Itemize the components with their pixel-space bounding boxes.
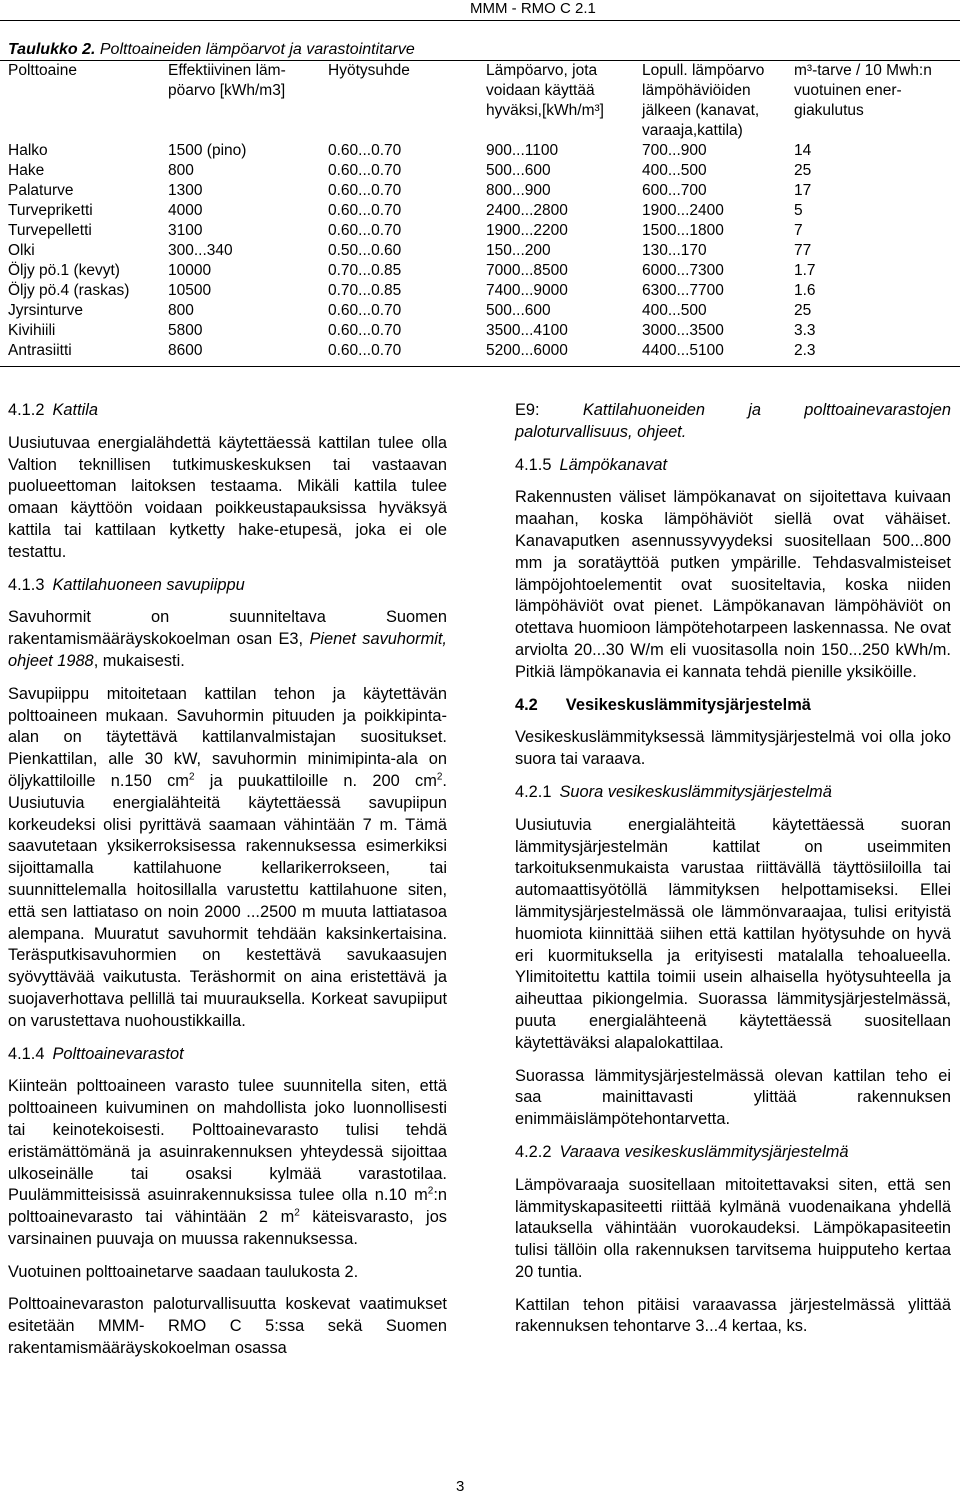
table-row xyxy=(0,181,960,201)
cell-efficiency: 0.60...0.70 xyxy=(328,182,402,199)
cell-effective-heat: 8600 xyxy=(168,342,203,359)
col-header-final-heat: Lopull. lämpöarvo lämpöhäviöiden jälkeen (kanavat, varaaja,kattila) xyxy=(642,62,765,139)
cell-usable-heat: 3500...4100 xyxy=(486,322,568,339)
cell-usable-heat: 7400...9000 xyxy=(486,282,568,299)
table-row xyxy=(0,341,960,361)
cell-final-heat: 4400...5100 xyxy=(642,342,724,359)
cell-effective-heat: 10000 xyxy=(168,262,212,279)
cell-volume-need: 14 xyxy=(794,142,812,159)
cell-final-heat: 6000...7300 xyxy=(642,262,724,279)
cell-effective-heat: 800 xyxy=(168,302,194,319)
cell-efficiency: 0.60...0.70 xyxy=(328,302,402,319)
cell-efficiency: 0.60...0.70 xyxy=(328,202,402,219)
cell-usable-heat: 2400...2800 xyxy=(486,202,568,219)
document-code: MMM - RMO C 2.1 xyxy=(470,0,596,17)
cell-fuel: Antrasiitti xyxy=(8,342,72,359)
col-header-efficiency: Hyötysuhde xyxy=(328,62,410,79)
table-caption xyxy=(8,41,415,59)
table-row xyxy=(0,241,960,261)
flue-regulation-paragraph: Savuhormit on suunniteltava Suomen rakentamismääräyskokoelman osan E3, Pienet savuhormit, ohjeet 1988, mukaisesti. xyxy=(8,608,447,670)
cell-volume-need: 2.3 xyxy=(794,342,816,359)
section-4-1-3-heading: 4.1.3 Kattilahuoneen savupiippu xyxy=(8,575,245,594)
table-row xyxy=(0,301,960,321)
heat-channels-paragraph: Rakennusten väliset lämpökanavat on sijoitettava kuivaan maahan, koska lämpöhäviöt siellä ovat vähäiset. Kanavaputken asennussyvyydeksi suositellaan 500...800 mm ja soratäyttöä putken ympärille. Tehdasvalmisteiset lämpöjohtoelementit ovat suositeltavia, koska niiden lämpöhäviöt ovat pienet. Lämpökanavan lämpöhäviöt on otettava huomioon lämpötehotarpeen laskennassa. Ne ovat arviolta 20...30 W/m eli vuositasolla noin 150...250 kWh/m. Pitkiä lämpökanavia ei kannata tehdä pienille yksiköille. xyxy=(515,488,951,681)
section-4-1-5-heading: 4.1.5 Lämpökanavat xyxy=(515,455,667,474)
table-row xyxy=(0,261,960,281)
chimney-paragraph: Savupiippu mitoitetaan kattilan tehon ja käytettävän polttoaineen mukaan. Savuhormin pituuden ja poikkipinta-alan on täytettävä kattilanvalmistajan suositukset. Pienkattilan, alle 30 kW, savuhormin minimipinta-ala on öljykattiloille n.150 $cm^2$ ja puukattiloille n. 200 $cm^2$. Uusiutuvia energialähteitä käytettäessä savupiipun korkeudeksi olisi pyrittävä saamaan vähintään 7 m. Tämä saavutetaan yksikerroksisessa rakennuksessa esimerkiksi sijoittamalla kattilahuone kellarikerrokseen, tai suunnittelemalla hoitosillalla varustettu kattilahuone siten, että sen lattiataso on noin 2000 ...2500 m muuta lattiatasoa alempana. Muuratut savuhormit tehdään kaksinkertaisina. Teräsputkisavuhormien on kestettävä savukaasujen syövyttävää vaikutusta. Teräshormit on aina eristettävä ja suojaverhottava pellillä tai muurauksella. Korkeat savupiiput on varustettava nuohoustikkailla. xyxy=(8,684,447,1030)
table-caption-label: Taulukko 2. xyxy=(8,41,96,58)
col-header-usable-heat: Lämpöarvo, jota voidaan käyttää hyväksi,[kWh/m³] xyxy=(486,62,604,119)
table-row xyxy=(0,141,960,161)
table-row xyxy=(0,281,960,301)
e9-reference: E9: Kattilahuoneiden ja polttoainevarastojen paloturvallisuus, ohjeet. xyxy=(515,401,951,441)
table-row xyxy=(0,161,960,181)
right-column xyxy=(515,400,951,1349)
boiler-paragraph: Uusiutuvaa energialähdettä käytettäessä kattilan tulee olla Valtion teknillisen tutkimuskeskuksen tai vastaavan puolueettoman laitoksen testaama. Mikäli kattila tulee omaan käyttöön voidaan poikkeustapauksissa hyväksyä kattila tai kattilaan kytketty hake-etupesä, joka ei ole testattu. xyxy=(8,433,447,561)
cell-volume-need: 1.7 xyxy=(794,262,816,279)
cell-efficiency: 0.70...0.85 xyxy=(328,282,402,299)
col-header-volume-need: m³-tarve / 10 Mwh:n vuotuinen ener-giakulutus xyxy=(794,62,932,119)
table-header-row xyxy=(0,61,960,141)
cell-effective-heat: 4000 xyxy=(168,202,203,219)
header-rule xyxy=(0,20,960,21)
cell-final-heat: 1500...1800 xyxy=(642,222,724,239)
cell-volume-need: 77 xyxy=(794,242,812,259)
cell-fuel: Palaturve xyxy=(8,182,74,199)
water-heating-paragraph: Vesikeskuslämmityksessä lämmitysjärjestelmä voi olla joko suora tai varaava. xyxy=(515,728,951,769)
cell-usable-heat: 150...200 xyxy=(486,242,551,259)
cell-effective-heat: 10500 xyxy=(168,282,212,299)
col-header-fuel: Polttoaine xyxy=(8,62,77,79)
cell-final-heat: 1900...2400 xyxy=(642,202,724,219)
cell-effective-heat: 300...340 xyxy=(168,242,233,259)
cell-effective-heat: 1500 (pino) xyxy=(168,142,247,159)
cell-efficiency: 0.60...0.70 xyxy=(328,142,402,159)
cell-final-heat: 6300...7700 xyxy=(642,282,724,299)
cell-usable-heat: 500...600 xyxy=(486,162,551,179)
cell-fuel: Olki xyxy=(8,242,35,259)
cell-effective-heat: 3100 xyxy=(168,222,203,239)
cell-usable-heat: 5200...6000 xyxy=(486,342,568,359)
cell-final-heat: 400...500 xyxy=(642,302,707,319)
cell-final-heat: 3000...3500 xyxy=(642,322,724,339)
cell-fuel: Öljy pö.1 (kevyt) xyxy=(8,262,120,279)
cell-volume-need: 5 xyxy=(794,202,803,219)
cell-fuel: Kivihiili xyxy=(8,322,56,339)
table-body xyxy=(0,141,960,361)
cell-final-heat: 400...500 xyxy=(642,162,707,179)
cell-volume-need: 17 xyxy=(794,182,812,199)
cell-effective-heat: 5800 xyxy=(168,322,203,339)
cell-final-heat: 600...700 xyxy=(642,182,707,199)
cell-final-heat: 130...170 xyxy=(642,242,707,259)
boiler-capacity-paragraph: Kattilan tehon pitäisi varaavassa järjestelmässä ylittää rakennuksen tehontarve 3...4 kertaa, ks. xyxy=(515,1295,951,1336)
cell-volume-need: 3.3 xyxy=(794,322,816,339)
table-row xyxy=(0,321,960,341)
cell-fuel: Jyrsinturve xyxy=(8,302,83,319)
cell-usable-heat: 500...600 xyxy=(486,302,551,319)
cell-efficiency: 0.50...0.60 xyxy=(328,242,402,259)
cell-usable-heat: 1900...2200 xyxy=(486,222,568,239)
cell-efficiency: 0.60...0.70 xyxy=(328,162,402,179)
cell-fuel: Turvepriketti xyxy=(8,202,93,219)
cell-efficiency: 0.60...0.70 xyxy=(328,342,402,359)
cell-fuel: Hake xyxy=(8,162,45,179)
cell-usable-heat: 800...900 xyxy=(486,182,551,199)
cell-volume-need: 1.6 xyxy=(794,282,816,299)
cell-volume-need: 25 xyxy=(794,302,812,319)
fire-safety-paragraph: Polttoainevaraston paloturvallisuutta koskevat vaatimukset esitetään MMM- RMO C 5:ssa sekä Suomen rakentamismääräyskokoelman osassa xyxy=(8,1295,447,1358)
cell-volume-need: 25 xyxy=(794,162,812,179)
fuel-table xyxy=(0,61,960,361)
cell-fuel: Turvepelletti xyxy=(8,222,92,239)
cell-fuel: Öljy pö.4 (raskas) xyxy=(8,282,130,299)
page-header xyxy=(0,0,960,20)
cell-usable-heat: 7000...8500 xyxy=(486,262,568,279)
table-caption-text: Polttoaineiden lämpöarvot ja varastointitarve xyxy=(95,41,415,58)
cell-volume-need: 7 xyxy=(794,222,803,239)
section-4-2-heading: 4.2 Vesikeskuslämmitysjärjestelmä xyxy=(515,695,811,714)
table-row xyxy=(0,201,960,221)
accumulator-paragraph: Lämpövaraaja suositellaan mitoitettavaksi siten, että sen lämmityskapasiteetti riittää kylmänä vuodenaikana yhdellä latauksella vähintään vuorokaudeksi. Lämpökapasiteetin tulisi tällöin olla rakennuksen tarvitsema huipputeho kertaa 20 tuntia. xyxy=(515,1175,951,1281)
direct-boiler-power-paragraph: Suorassa lämmitysjärjestelmässä olevan kattilan teho ei saa mainittavasti ylittää rakennuksen enimmäislämpötehontarvetta. xyxy=(515,1066,951,1129)
fuel-storage-paragraph: Kiinteän polttoaineen varasto tulee suunnitella siten, että polttoaineen kuivuminen on mahdollista joko luonnollisesti tai keinotekoisesti. Polttoainevarasto tulisi tehdä eristämättömänä ja asuinrakennuksen yhteydessä sijoittaa ulkoseinälle tai osaksi kylmää varastotilaa. Puulämmitteisissä asuinrakennuksissa tulee olla n.10 $m^2:n$ polttoainevarasto tai vähintään 2 $m^2$ käteisvarasto, jos varsinainen puuvaja on muussa rakennuksessa. xyxy=(8,1077,448,1248)
section-4-2-2-heading: 4.2.2 Varaava vesikeskuslämmitysjärjestelmä xyxy=(515,1142,849,1161)
table-bottom-rule xyxy=(0,366,960,367)
cell-effective-heat: 1300 xyxy=(168,182,203,199)
cell-effective-heat: 800 xyxy=(168,162,194,179)
cell-usable-heat: 900...1100 xyxy=(486,142,559,159)
cell-final-heat: 700...900 xyxy=(642,142,707,159)
col-header-effective-heat: Effektiivinen läm-pöarvo [kWh/m3] xyxy=(168,62,286,99)
direct-system-paragraph: Uusiutuvia energialähteitä käytettäessä suoran lämmitysjärjestelmän kattilat on useimmiten tarkoituksenmukaista varustaa riittävällä täyttösiiloilla tai automaattisyötöllä lämmityksen helpottamiseksi. Ellei lämmitysjärjestelmässä ole lämmönvaraajaa, tulisi erityistä huomiota kiinnittää siihen että kattilan hyötysuhde on hyvä eri kuormituksella ja erityisesti matalalla tehoalueella. Ylimitoitettu kattila toimii usein alhaisella hyötysuhteella ja aiheuttaa pikiongelmia. Suorassa lämmitysjärjestelmässä, puuta energialähteenä käytettäessä suositellaan käytettäväksi alapalokattilaa. xyxy=(515,815,951,1052)
page-number: 3 xyxy=(456,1478,465,1495)
annual-fuel-paragraph: Vuotuinen polttoainetarve saadaan taulukosta 2. xyxy=(8,1262,359,1281)
cell-efficiency: 0.60...0.70 xyxy=(328,322,402,339)
section-4-2-1-heading: 4.2.1 Suora vesikeskuslämmitysjärjestelmä xyxy=(515,782,832,801)
left-column xyxy=(8,400,447,1371)
table-row xyxy=(0,221,960,241)
cell-efficiency: 0.60...0.70 xyxy=(328,222,402,239)
cell-efficiency: 0.70...0.85 xyxy=(328,262,402,279)
cell-fuel: Halko xyxy=(8,142,48,159)
section-4-1-4-heading: 4.1.4 Polttoainevarastot xyxy=(8,1044,184,1063)
section-4-1-2-heading: 4.1.2 Kattila xyxy=(8,401,99,419)
